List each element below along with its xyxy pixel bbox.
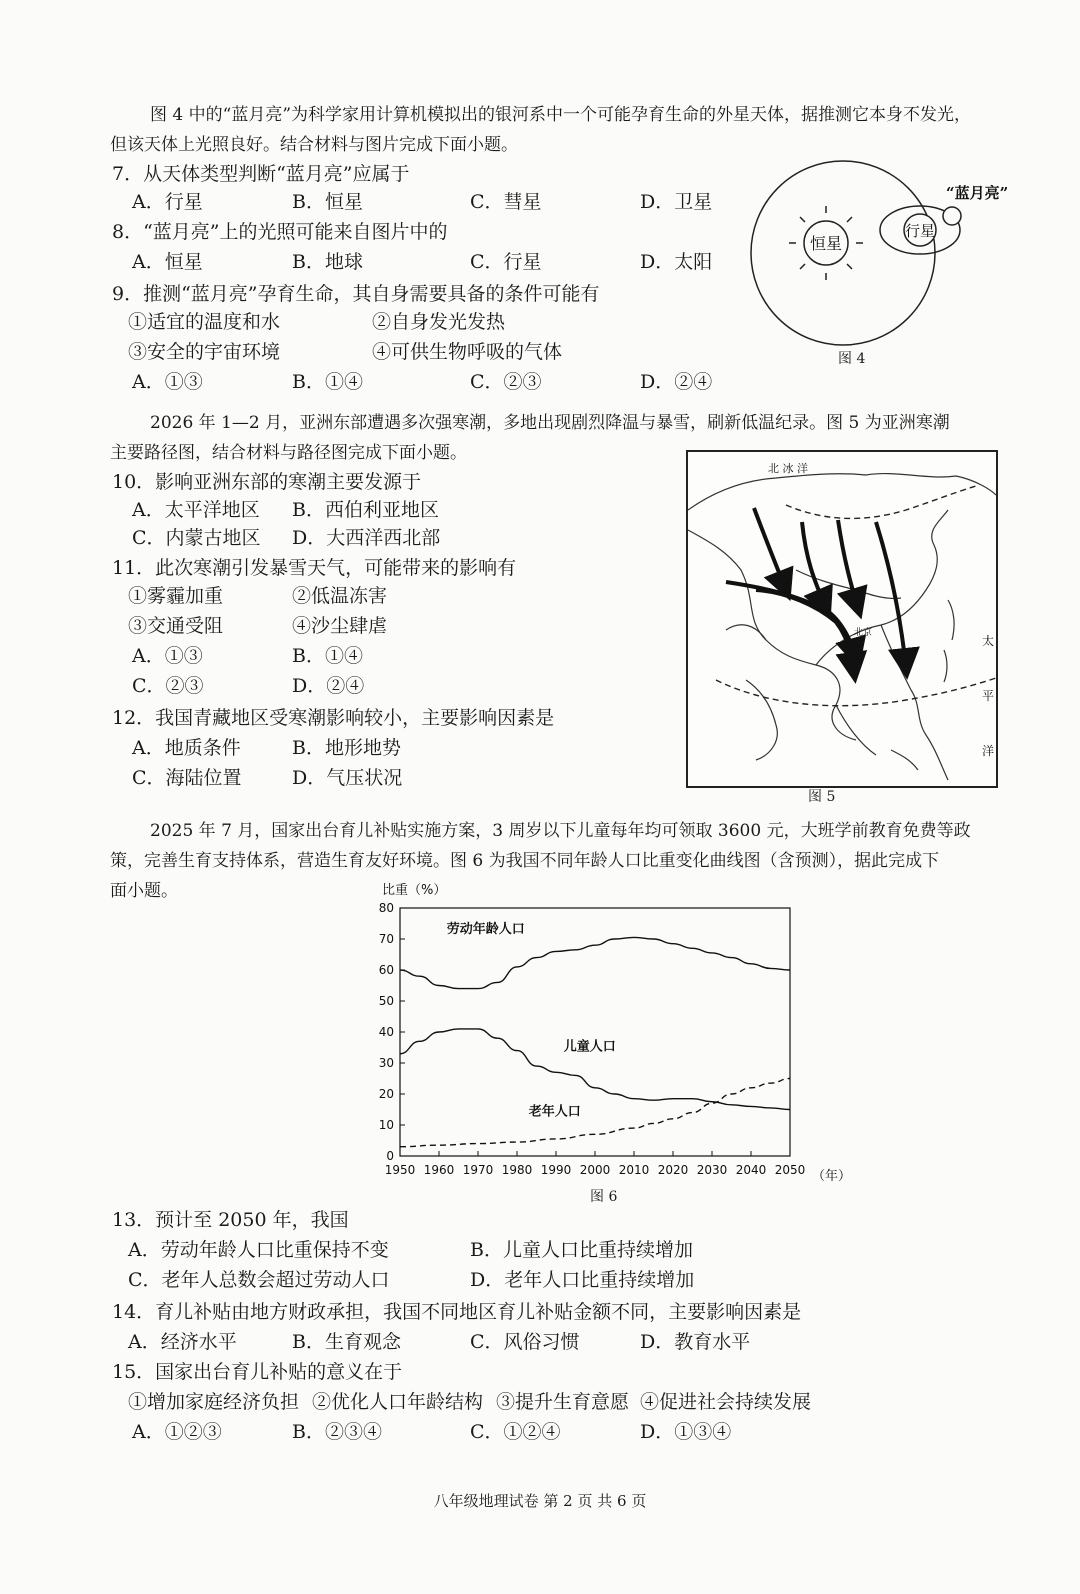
q9-option-b[interactable]: B．①④ bbox=[292, 371, 363, 393]
q8-option-a[interactable]: A．恒星 bbox=[132, 251, 203, 273]
q13-option-c[interactable]: C．老年人总数会超过劳动人口 bbox=[128, 1269, 390, 1291]
intro2-line2: 主要路径图，结合材料与路径图完成下面小题。 bbox=[110, 443, 467, 463]
q7-stem: 7．从天体类型判断“蓝月亮”应属于 bbox=[112, 163, 410, 185]
q15-option-b[interactable]: B．②③④ bbox=[292, 1421, 382, 1443]
q15-option-d[interactable]: D．①③④ bbox=[640, 1421, 732, 1443]
intro3-line2: 策，完善生育支持体系，营造生育友好环境。图 6 为我国不同年龄人口比重变化曲线图（含预测），据此完成下 bbox=[110, 851, 940, 871]
q9-item-1: ①适宜的温度和水 bbox=[128, 311, 281, 333]
q10-option-d[interactable]: D．大西洋西北部 bbox=[292, 527, 441, 549]
q7-option-b[interactable]: B．恒星 bbox=[292, 191, 363, 213]
q14-option-d[interactable]: D．教育水平 bbox=[640, 1331, 751, 1353]
intro3-line3: 面小题。 bbox=[110, 881, 178, 901]
chart-xlabel: （年） bbox=[812, 1169, 852, 1184]
q9-option-c[interactable]: C．②③ bbox=[470, 371, 542, 393]
q15-item-2: ②优化人口年龄结构 bbox=[312, 1391, 484, 1413]
figure-6-line-chart bbox=[360, 878, 860, 1198]
q15-option-c[interactable]: C．①②④ bbox=[470, 1421, 561, 1443]
y-tick-label: 60 bbox=[378, 963, 394, 977]
figure-4-diagram bbox=[738, 158, 1009, 358]
y-tick-label: 70 bbox=[378, 932, 394, 946]
figure-5-caption: 图 5 bbox=[808, 789, 836, 805]
y-tick-label: 80 bbox=[378, 901, 394, 915]
x-tick-label: 1960 bbox=[423, 1163, 455, 1177]
label-blue-moon: “蓝月亮” bbox=[946, 184, 1009, 202]
y-tick-label: 10 bbox=[378, 1118, 394, 1132]
q13-option-b[interactable]: B．儿童人口比重持续增加 bbox=[470, 1239, 693, 1261]
y-tick-label: 40 bbox=[378, 1025, 394, 1039]
y-tick-label: 20 bbox=[378, 1087, 394, 1101]
q7-option-c[interactable]: C．彗星 bbox=[470, 191, 542, 213]
label-pacific-2: 平 bbox=[982, 689, 995, 703]
q15-item-3: ③提升生育意愿 bbox=[496, 1391, 630, 1413]
q14-option-a[interactable]: A．经济水平 bbox=[128, 1331, 237, 1353]
q11-option-d[interactable]: D．②④ bbox=[292, 675, 365, 697]
q11-item-4: ④沙尘肆虐 bbox=[292, 615, 388, 637]
q9-item-4: ④可供生物呼吸的气体 bbox=[372, 341, 563, 363]
q13-option-d[interactable]: D．老年人口比重持续增加 bbox=[470, 1269, 695, 1291]
x-tick-label: 2020 bbox=[657, 1163, 689, 1177]
intro3-line1: 2025 年 7 月，国家出台育儿补贴实施方案，3 周岁以下儿童每年均可领取 3600 元，大班学前教育免费等政 bbox=[150, 821, 971, 841]
q10-option-a[interactable]: A．太平洋地区 bbox=[132, 499, 260, 521]
q7-option-d[interactable]: D．卫星 bbox=[640, 191, 713, 213]
chart-ylabel: 比重（%） bbox=[382, 883, 447, 898]
x-tick-label: 2040 bbox=[735, 1163, 767, 1177]
q15-stem: 15．国家出台育儿补贴的意义在于 bbox=[112, 1361, 403, 1383]
q7-option-a[interactable]: A．行星 bbox=[132, 191, 203, 213]
x-tick-label: 2010 bbox=[618, 1163, 650, 1177]
q12-option-b[interactable]: B．地形地势 bbox=[292, 737, 401, 759]
q11-option-c[interactable]: C．②③ bbox=[132, 675, 204, 697]
q10-option-b[interactable]: B．西伯利亚地区 bbox=[292, 499, 439, 521]
q11-item-3: ③交通受阻 bbox=[128, 615, 224, 637]
q12-stem: 12．我国青藏地区受寒潮影响较小，主要影响因素是 bbox=[112, 707, 555, 729]
y-tick-label: 0 bbox=[386, 1149, 394, 1163]
q11-item-2: ②低温冻害 bbox=[292, 585, 388, 607]
q13-option-a[interactable]: A．劳动年龄人口比重保持不变 bbox=[128, 1239, 389, 1261]
y-tick-label: 30 bbox=[378, 1056, 394, 1070]
q14-option-c[interactable]: C．风俗习惯 bbox=[470, 1331, 580, 1353]
q10-stem: 10．影响亚洲东部的寒潮主要发源于 bbox=[112, 471, 422, 493]
q15-item-1: ①增加家庭经济负担 bbox=[128, 1391, 300, 1413]
map-frame bbox=[687, 451, 997, 787]
x-tick-label: 1990 bbox=[540, 1163, 572, 1177]
intro1-line2: 但该天体上光照良好。结合材料与图片完成下面小题。 bbox=[110, 135, 518, 155]
q8-stem: 8．“蓝月亮”上的光照可能来自图片中的 bbox=[112, 221, 448, 243]
figure-4-caption: 图 4 bbox=[838, 351, 866, 367]
q15-option-a[interactable]: A．①②③ bbox=[132, 1421, 222, 1443]
q8-option-c[interactable]: C．行星 bbox=[470, 251, 542, 273]
q11-item-1: ①雾霾加重 bbox=[128, 585, 224, 607]
q12-option-d[interactable]: D．气压状况 bbox=[292, 767, 403, 789]
page-footer: 八年级地理试卷 第 2 页 共 6 页 bbox=[433, 1492, 647, 1510]
y-tick-label: 50 bbox=[378, 994, 394, 1008]
x-tick-label: 1970 bbox=[462, 1163, 494, 1177]
x-tick-label: 2000 bbox=[579, 1163, 611, 1177]
q12-option-c[interactable]: C．海陆位置 bbox=[132, 767, 242, 789]
x-tick-label: 2030 bbox=[696, 1163, 728, 1177]
blue-moon-circle bbox=[943, 207, 961, 225]
series-line-3 bbox=[400, 1079, 790, 1147]
q9-stem: 9．推测“蓝月亮”孕育生命，其自身需要具备的条件可能有 bbox=[112, 283, 600, 305]
label-pacific-3: 洋 bbox=[982, 744, 995, 758]
q9-option-a[interactable]: A．①③ bbox=[132, 371, 203, 393]
q8-option-b[interactable]: B．地球 bbox=[292, 251, 363, 273]
series-label-3: 老年人口 bbox=[528, 1104, 581, 1120]
figure-5-map bbox=[686, 450, 998, 790]
q14-stem: 14．育儿补贴由地方财政承担，我国不同地区育儿补贴金额不同，主要影响因素是 bbox=[112, 1301, 802, 1323]
q14-option-b[interactable]: B．生育观念 bbox=[292, 1331, 401, 1353]
q15-item-4: ④促进社会持续发展 bbox=[640, 1391, 812, 1413]
intro1-line1: 图 4 中的“蓝月亮”为科学家用计算机模拟出的银河系中一个可能孕育生命的外星天体，据推测它本身不发光， bbox=[150, 105, 972, 125]
q12-option-a[interactable]: A．地质条件 bbox=[132, 737, 241, 759]
series-label-1: 劳动年龄人口 bbox=[446, 921, 525, 937]
q11-option-a[interactable]: A．①③ bbox=[132, 645, 203, 667]
q8-option-d[interactable]: D．太阳 bbox=[640, 251, 713, 273]
x-tick-label: 1980 bbox=[501, 1163, 533, 1177]
q13-stem: 13．预计至 2050 年，我国 bbox=[112, 1209, 349, 1231]
x-tick-label: 1950 bbox=[384, 1163, 416, 1177]
intro2-line1: 2026 年 1—2 月，亚洲东部遭遇多次强寒潮，多地出现剧烈降温与暴雪，刷新低温纪录。图 5 为亚洲寒潮 bbox=[150, 413, 950, 433]
q10-option-c[interactable]: C．内蒙古地区 bbox=[132, 527, 261, 549]
label-star: 恒星 bbox=[809, 234, 843, 253]
q11-stem: 11．此次寒潮引发暴雪天气，可能带来的影响有 bbox=[112, 557, 517, 579]
series-label-2: 儿童人口 bbox=[563, 1039, 616, 1055]
q11-option-b[interactable]: B．①④ bbox=[292, 645, 363, 667]
label-arctic-ocean: 北 冰 洋 bbox=[768, 462, 808, 475]
series-line-1 bbox=[400, 937, 790, 988]
x-tick-label: 2050 bbox=[774, 1163, 806, 1177]
label-beijing: 北京 bbox=[854, 628, 873, 638]
figure-6-caption: 图 6 bbox=[590, 1189, 618, 1205]
q9-option-d[interactable]: D．②④ bbox=[640, 371, 713, 393]
q9-item-2: ②自身发光发热 bbox=[372, 311, 506, 333]
label-planet: 行星 bbox=[904, 222, 936, 240]
q9-item-3: ③安全的宇宙环境 bbox=[128, 341, 281, 363]
label-pacific-1: 太 bbox=[982, 634, 995, 648]
